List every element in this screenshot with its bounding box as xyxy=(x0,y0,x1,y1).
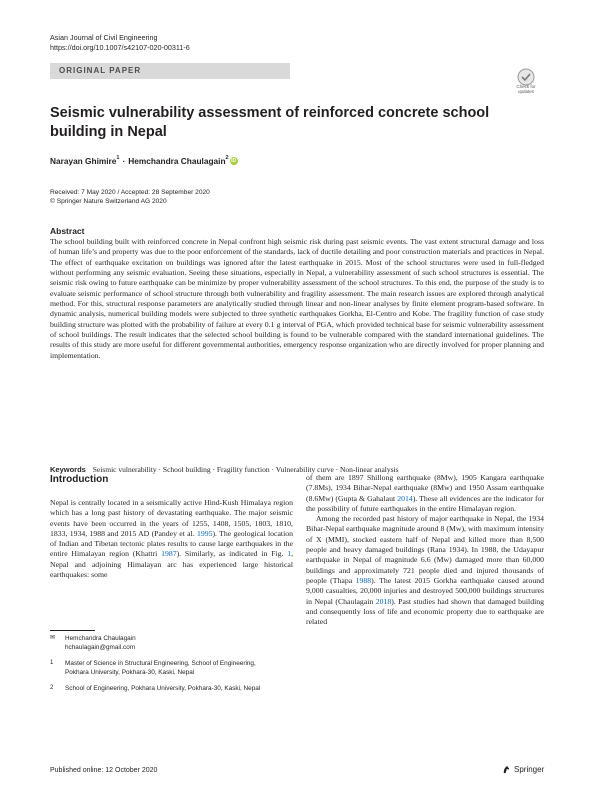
text-run: of them are 1897 Shillong earthquake (8Mw), 1905 Kangara earthquake (7.8Ms), 1934 Bihar-Nepal earthquake (8Mw) and 1950 Assam earthquake (8.6Mw) (Gupta & Gahalaut xyxy=(306,473,544,503)
citation-link[interactable]: 1988 xyxy=(355,575,372,585)
received-accepted-dates: Received: 7 May 2020 / Accepted: 28 September 2020 xyxy=(50,189,210,196)
abstract-heading: Abstract xyxy=(50,226,85,236)
paper-title: Seismic vulnerability assessment of reinforced concrete school building in Nepal xyxy=(50,105,490,140)
doi-link[interactable]: https://doi.org/10.1007/s42107-020-00311-6 xyxy=(50,43,190,52)
journal-header xyxy=(50,33,190,53)
text-run: ). These all evidences are the indicator for the possibility of future earthquakes in the entire Himalayan region. xyxy=(306,493,544,513)
publisher-name: Springer xyxy=(514,765,545,774)
corresponding-name: Hemchandra Chaulagain xyxy=(65,635,136,642)
left-column xyxy=(50,472,293,580)
article-type-bar xyxy=(50,63,290,79)
keywords-label: Keywords xyxy=(50,465,86,474)
publisher-logo xyxy=(502,765,544,774)
right-column xyxy=(306,473,544,627)
text-run: Nepal is centrally located in a seismically active Hind-Kush Himalaya region which has a long past history of devastating earthquake. The major seismic events have been occurred in the years of 1255, 1408, 1505, 1803, 1810, 1833, 1934, 1988 and 2015 AD (Pandey et al. xyxy=(50,498,293,538)
corresponding-email[interactable]: hchaulagain@gmail.com xyxy=(65,644,136,651)
author-separator: · xyxy=(122,156,126,166)
affiliation-mark: 2 xyxy=(225,155,229,161)
springer-horse-icon xyxy=(502,765,511,774)
text-run: ). The latest 2015 Gorkha earthquake caused around 9,000 casualties, 20,000 injuries and destroyed 500,000 buildings structures in Nepal (Chaulagain xyxy=(306,575,545,606)
text-run: Among the recorded past history of major earthquake in Nepal, the 1934 Bihar-Nepal earthquake magnitude around 8 (Mw), with maximum intensity of X (MMI), stocked eastern half of Nepal and killed more than 8,500 people and heavy damaged buildings (Rana 1934). In 1988, the Udayapur earthquake in Nepal of magnitude 6.6 (Mw) damaged more than 60,000 buildings and approximately 721 people died and injured thousands of people (Thapa xyxy=(306,514,544,585)
affiliation-2 xyxy=(50,684,270,693)
journal-name: Asian Journal of Civil Engineering xyxy=(50,33,158,42)
keywords-text: Seismic vulnerability · School building · Fragility function · Vulnerability curve · Non-linear analysis xyxy=(92,465,399,474)
citation-link[interactable]: 2018 xyxy=(375,596,392,606)
intro-paragraph-2 xyxy=(306,514,544,627)
introduction-heading: Introduction xyxy=(50,474,109,485)
intro-paragraph-continued xyxy=(306,473,544,514)
author-list xyxy=(50,156,238,166)
envelope-icon: ✉ xyxy=(50,635,56,641)
affiliation-number: 1 xyxy=(50,660,54,666)
affiliation-text: Master of Science in Structural Engineering, School of Engineering, Pokhara University, Pokhara-30, Kaski, Nepal xyxy=(65,660,256,676)
affiliation-1 xyxy=(50,659,270,677)
text-run: ). Similarly, as indicated in Fig. xyxy=(176,549,288,559)
check-for-updates-label: Check for updates xyxy=(516,84,536,94)
text-run: ). The geological location of Indian and Tibetan tectonic plates results to cause large earthquakes in the entire Himalayan region (Khattri xyxy=(50,528,293,559)
orcid-icon[interactable]: iD xyxy=(231,158,237,164)
author-name[interactable]: Hemchandra Chaulagain xyxy=(128,156,226,166)
article-dates xyxy=(50,188,210,206)
copyright-line: © Springer Nature Switzerland AG 2020 xyxy=(50,198,167,205)
figure-link[interactable]: 1 xyxy=(287,549,292,559)
article-type: ORIGINAL PAPER xyxy=(59,66,142,75)
footnotes xyxy=(50,634,270,700)
footnote-divider xyxy=(50,630,95,631)
text-run: ). Past studies had shown that damaged building and consequently loss of life and economic property due to earthquake are related xyxy=(306,596,544,627)
affiliation-number: 2 xyxy=(50,685,54,691)
published-date: Published online: 12 October 2020 xyxy=(50,767,158,774)
corresponding-author xyxy=(50,634,270,652)
affiliation-mark: 1 xyxy=(116,155,120,161)
intro-paragraph xyxy=(50,498,293,580)
citation-link[interactable]: 2014 xyxy=(397,493,413,503)
citation-link[interactable]: 1987 xyxy=(161,549,177,559)
citation-link[interactable]: 1995 xyxy=(196,528,213,538)
abstract-text: The school building built with reinforced concrete in Nepal confront high seismic risk during past seismic events. The vast extent structural damage and loss of human life’s and property was due to the poor enforcement of the standards, lack of ductile detailing and poor construction materials and practices in Nepal. The effect of earthquake excitation on buildings was ignored after the latest earthquake in 2015. Most of the school structures were used in full-fledged without performing any seismic evaluation. Seeing these situations, especially in Nepal, a vulnerability assessment of such school structures is essential. The seismic risk owing to future earthquake can be minimize by proper vulnerability assessment of the school structures. To this end, the purpose of the study is to evaluate seismic performance of school structure through both vulnerability and fragility assessment. The main research issues are explored through analytical method. For this, structural response parameters are analytically studied through linear and non-linear analyses by finite element program-based software. In dynamic analysis, numerical building models were subjected to three synthetic earthquakes Gorkha, El-Centro and Kobe. The fragility function of case study building structure was plotted with the probability of failure at every 0.1 g interval of PGA, which provided technical base for seismic vulnerability assessment of school buildings. The result indicates that the selected school building is found to be vulnerable compared with the standard international guidelines. The results of this study are more useful for different governmental authorities, emergency response organization who are directly involved for proper planning and implementation. xyxy=(50,237,544,360)
text-run: , Nepal and adjoining Himalayan arc has experienced large historical earthquakes: some xyxy=(50,549,293,580)
author-name[interactable]: Narayan Ghimire xyxy=(50,156,117,166)
affiliation-text: School of Engineering, Pokhara University, Pokhara-30, Kaski, Nepal xyxy=(65,685,261,692)
